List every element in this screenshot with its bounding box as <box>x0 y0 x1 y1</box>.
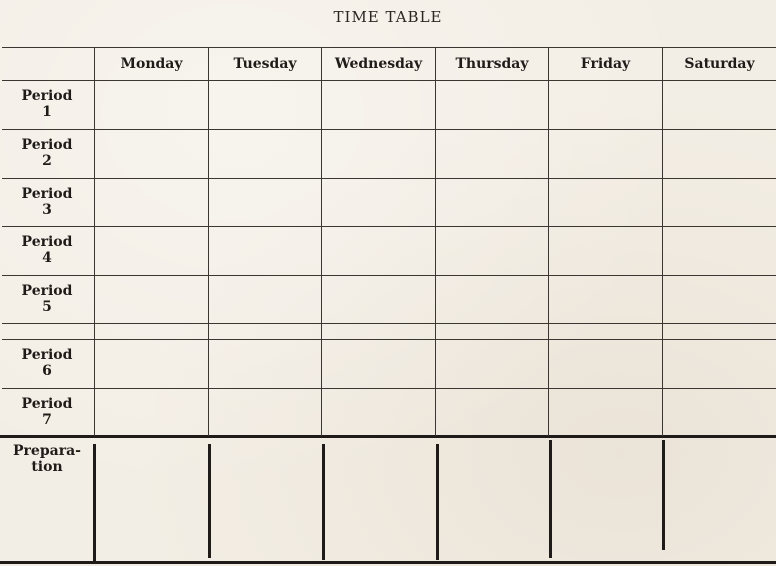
grid-line-period-3 <box>2 226 776 227</box>
period-number: 7 <box>42 412 52 428</box>
grid-col-line-3 <box>321 47 322 436</box>
prep-col-line-2 <box>208 444 211 558</box>
period-number: 3 <box>42 202 52 218</box>
prep-col-line-5 <box>549 440 552 558</box>
grid-col-line-6 <box>662 47 663 436</box>
period-number: 4 <box>42 250 52 266</box>
period-number: 5 <box>42 299 52 315</box>
grid-line-period-5 <box>2 323 776 324</box>
preparation-label-line-2: tion <box>31 459 63 475</box>
period-label-text: Period <box>21 88 73 104</box>
period-number: 2 <box>42 153 52 169</box>
period-label-6 <box>4 347 90 379</box>
prep-col-line-4 <box>436 444 439 560</box>
grid-line-period-4 <box>2 275 776 276</box>
grid-col-line-4 <box>435 47 436 436</box>
day-header-monday: Monday <box>120 56 183 72</box>
period-number: 6 <box>42 363 52 379</box>
grid-line-period-6 <box>2 388 776 389</box>
period-label-4 <box>4 234 90 266</box>
day-header-wednesday: Wednesday <box>334 56 423 72</box>
period-label-5 <box>4 283 90 315</box>
period-label-2 <box>4 137 90 169</box>
grid-line-header-bottom <box>2 80 776 81</box>
period-number: 1 <box>42 104 52 120</box>
grid-line-period-1 <box>2 129 776 130</box>
period-label-text: Period <box>21 396 73 412</box>
grid-col-line-5 <box>548 47 549 436</box>
prep-col-line-1 <box>93 444 96 562</box>
grid-line-break <box>2 339 776 340</box>
period-label-7 <box>4 396 90 428</box>
day-header-friday: Friday <box>580 56 631 72</box>
period-label-3 <box>4 186 90 218</box>
day-header-thursday: Thursday <box>455 56 529 72</box>
day-header-tuesday: Tuesday <box>233 56 297 72</box>
period-label-text: Period <box>21 234 73 250</box>
period-label-1 <box>4 88 90 120</box>
period-label-text: Period <box>21 137 73 153</box>
grid-line-bottom <box>0 561 776 564</box>
period-label-text: Period <box>21 186 73 202</box>
prep-col-line-3 <box>322 444 325 560</box>
grid-line-period-2 <box>2 178 776 179</box>
page-title: TIME TABLE <box>333 8 443 26</box>
preparation-label <box>4 443 90 475</box>
preparation-label-line-1: Prepara- <box>13 443 81 459</box>
period-label-text: Period <box>21 283 73 299</box>
prep-col-line-6 <box>662 440 665 550</box>
grid-col-line-1 <box>94 47 95 436</box>
grid-line-period-7 <box>0 435 776 438</box>
period-label-text: Period <box>21 347 73 363</box>
grid-line-top <box>2 47 776 48</box>
grid-col-line-2 <box>208 47 209 436</box>
day-header-saturday: Saturday <box>684 56 755 72</box>
